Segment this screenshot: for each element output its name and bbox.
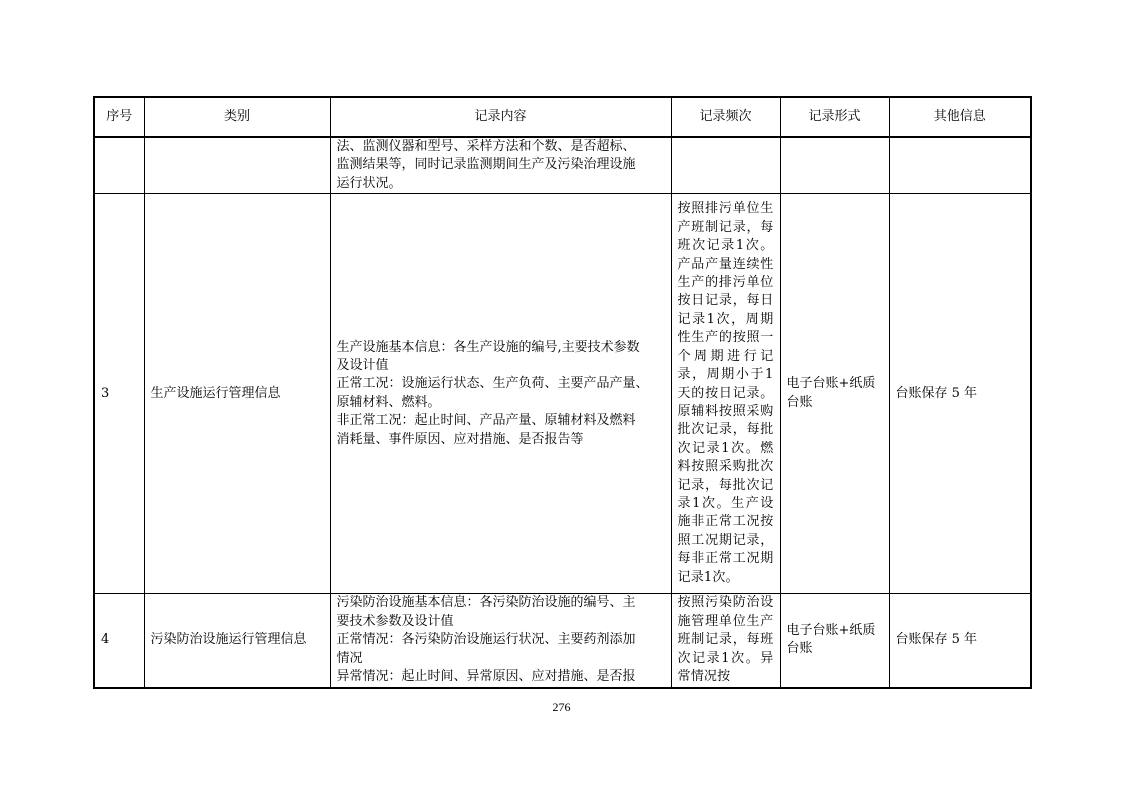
row-content xyxy=(330,137,671,194)
header-seq: 序号 xyxy=(94,97,144,137)
row-form xyxy=(780,137,889,194)
row-other xyxy=(889,137,1031,194)
header-form: 记录形式 xyxy=(780,97,889,137)
table-row xyxy=(94,137,1031,194)
row-category xyxy=(144,194,330,594)
row-content xyxy=(330,194,671,594)
row-seq xyxy=(94,137,144,194)
header-other: 其他信息 xyxy=(889,97,1031,137)
record-table xyxy=(93,96,1032,689)
row-form-text: 电子台账+纸质 台账 xyxy=(786,376,876,410)
row-frequency xyxy=(671,594,780,688)
row-seq-text: 3 xyxy=(101,385,110,401)
page-number: 276 xyxy=(552,700,571,714)
row-other-text: 台账保存 5 年 xyxy=(895,632,978,648)
table-row xyxy=(94,594,1031,688)
header-category: 类别 xyxy=(144,97,330,137)
row-category-text: 污染防治设施运行管理信息 xyxy=(150,632,307,648)
row-category-text: 生产设施运行管理信息 xyxy=(150,385,281,401)
row-content-text: 法、监测仪器和型号、采样方法和个数、是否超标、 监测结果等，同时记录监测期间生产及污染治理设施 运行状况。 xyxy=(336,139,636,191)
table-row xyxy=(94,194,1031,594)
row-seq xyxy=(94,594,144,688)
row-seq xyxy=(94,194,144,594)
row-other-text: 台账保存 5 年 xyxy=(895,385,978,401)
table-header-row xyxy=(94,97,1031,137)
row-frequency xyxy=(671,137,780,194)
header-frequency: 记录频次 xyxy=(671,97,780,137)
row-form xyxy=(780,594,889,688)
row-form-text: 电子台账+纸质 台账 xyxy=(786,623,876,657)
row-other xyxy=(889,194,1031,594)
row-seq-text: 4 xyxy=(101,632,110,648)
row-content-text: 生产设施基本信息：各生产设施的编号,主要技术参数 及设计值 正常工况：设施运行状态、生产负荷、主要产品产量、 原辅材料、燃料。 非正常工况：起止时间、产品产量、原辅材料及燃料 消耗量、事件原因、应对措施、是否报告等 xyxy=(336,339,649,447)
row-form xyxy=(780,194,889,594)
row-frequency-text: 按照污染防治设施管理单位生产班制记录，每班次记录1次。异常情况按 xyxy=(677,595,774,685)
row-content xyxy=(330,594,671,688)
row-frequency-text: 按照排污单位生产班制记录，每班次记录1次。产品产量连续性生产的排污单位按日记录，每日记录1次，周期性生产的按照一个周期进行记录，周期小于1天的按日记录。原辅料按照采购批次记录，每批次记录1次。燃料按照采购批次记录，每批次记录1次。生产设施非正常工况按照工况期记录，每非正常工况期记录1次。 xyxy=(677,201,774,585)
row-category xyxy=(144,594,330,688)
row-other xyxy=(889,594,1031,688)
header-content: 记录内容 xyxy=(330,97,671,137)
row-content-text: 污染防治设施基本信息：各污染防治设施的编号、主 要技术参数及设计值 正常情况：各污染防治设施运行状况、主要药剂添加 情况 异常情况：起止时间、异常原因、应对措施、是否报 xyxy=(336,595,636,685)
row-category xyxy=(144,137,330,194)
row-frequency xyxy=(671,194,780,594)
